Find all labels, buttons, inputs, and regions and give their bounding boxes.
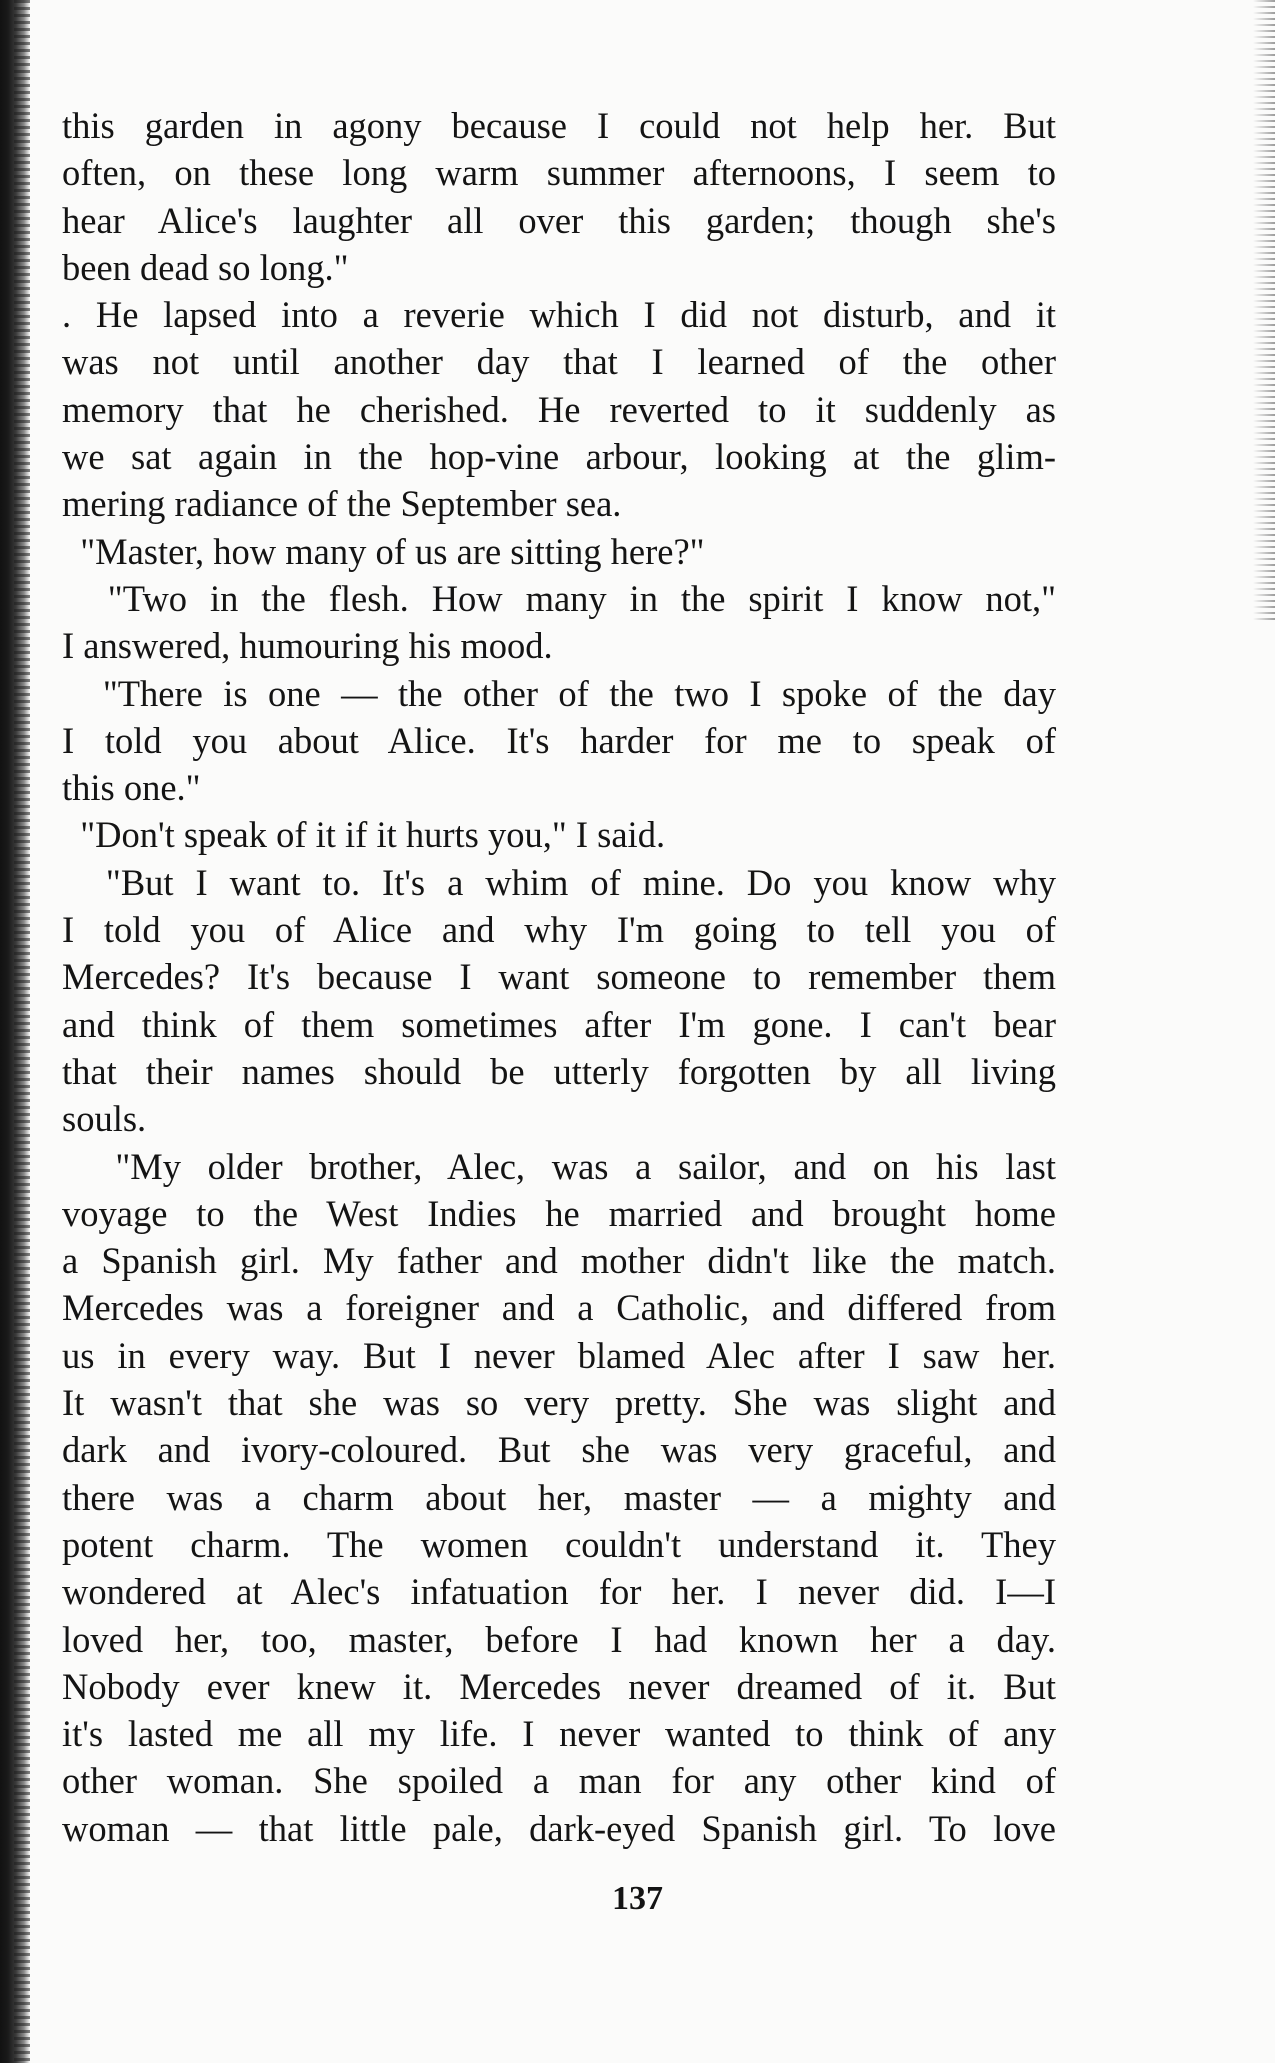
text-line: voyage to the West Indies he married and brought home (62, 1192, 1056, 1234)
text-line: Nobody ever knew it. Mercedes never dreamed of it. But (62, 1665, 1056, 1707)
body-text (62, 102, 1056, 1852)
text-line: souls. (62, 1098, 147, 1140)
text-line: we sat again in the hop-vine arbour, looking at the glim- (62, 436, 1056, 478)
text-line: been dead so long." (62, 246, 349, 288)
text-line: hear Alice's laughter all over this garden; though she's (62, 199, 1056, 241)
text-line: "Two in the flesh. How many in the spirit I know not," (62, 577, 1056, 619)
text-line: loved her, too, master, before I had known her a day. (62, 1618, 1056, 1660)
text-line: I answered, humouring his mood. (62, 625, 553, 667)
text-line: us in every way. But I never blamed Alec after I saw her. (62, 1334, 1056, 1376)
text-line: I told you of Alice and why I'm going to tell you of (62, 909, 1056, 951)
text-line: potent charm. The women couldn't understand it. They (62, 1523, 1056, 1565)
page-number: 137 (612, 1880, 663, 1917)
book-binding-edge (0, 0, 30, 2063)
text-line: this one." (62, 767, 201, 809)
text-line: wondered at Alec's infatuation for her. I never did. I—I (62, 1571, 1056, 1613)
text-line: there was a charm about her, master — a mighty and (62, 1476, 1056, 1518)
text-line: was not until another day that I learned of the other (62, 341, 1056, 383)
text-line: that their names should be utterly forgotten by all living (62, 1050, 1056, 1092)
text-line: "My older brother, Alec, was a sailor, and on his last (62, 1145, 1056, 1187)
text-line: "Master, how many of us are sitting here?" (62, 530, 705, 572)
text-line: a Spanish girl. My father and mother didn't like the match. (62, 1240, 1056, 1282)
text-line: woman — that little pale, dark-eyed Spanish girl. To love (62, 1807, 1056, 1849)
text-line: I told you about Alice. It's harder for me to speak of (62, 719, 1056, 761)
text-line: It wasn't that she was so very pretty. She was slight and (62, 1382, 1056, 1424)
text-line: mering radiance of the September sea. (62, 483, 622, 525)
text-line: Mercedes? It's because I want someone to remember them (62, 956, 1056, 998)
page-right-edge (1253, 0, 1275, 620)
text-line: Mercedes was a foreigner and a Catholic, and differed from (62, 1287, 1056, 1329)
text-line: "There is one — the other of the two I spoke of the day (62, 672, 1056, 714)
text-line: it's lasted me all my life. I never wanted to think of any (62, 1713, 1056, 1755)
text-line: and think of them sometimes after I'm gone. I can't bear (62, 1003, 1056, 1045)
text-line: . He lapsed into a reverie which I did not disturb, and it (62, 294, 1056, 336)
text-line: "But I want to. It's a whim of mine. Do you know why (62, 861, 1056, 903)
text-line: "Don't speak of it if it hurts you," I said. (62, 814, 666, 856)
text-line: often, on these long warm summer afternoons, I seem to (62, 152, 1056, 194)
text-line: this garden in agony because I could not help her. But (62, 105, 1056, 146)
text-line: dark and ivory-coloured. But she was very graceful, and (62, 1429, 1056, 1471)
text-line: memory that he cherished. He reverted to it suddenly as (62, 388, 1056, 430)
text-line: other woman. She spoiled a man for any other kind of (62, 1760, 1056, 1802)
